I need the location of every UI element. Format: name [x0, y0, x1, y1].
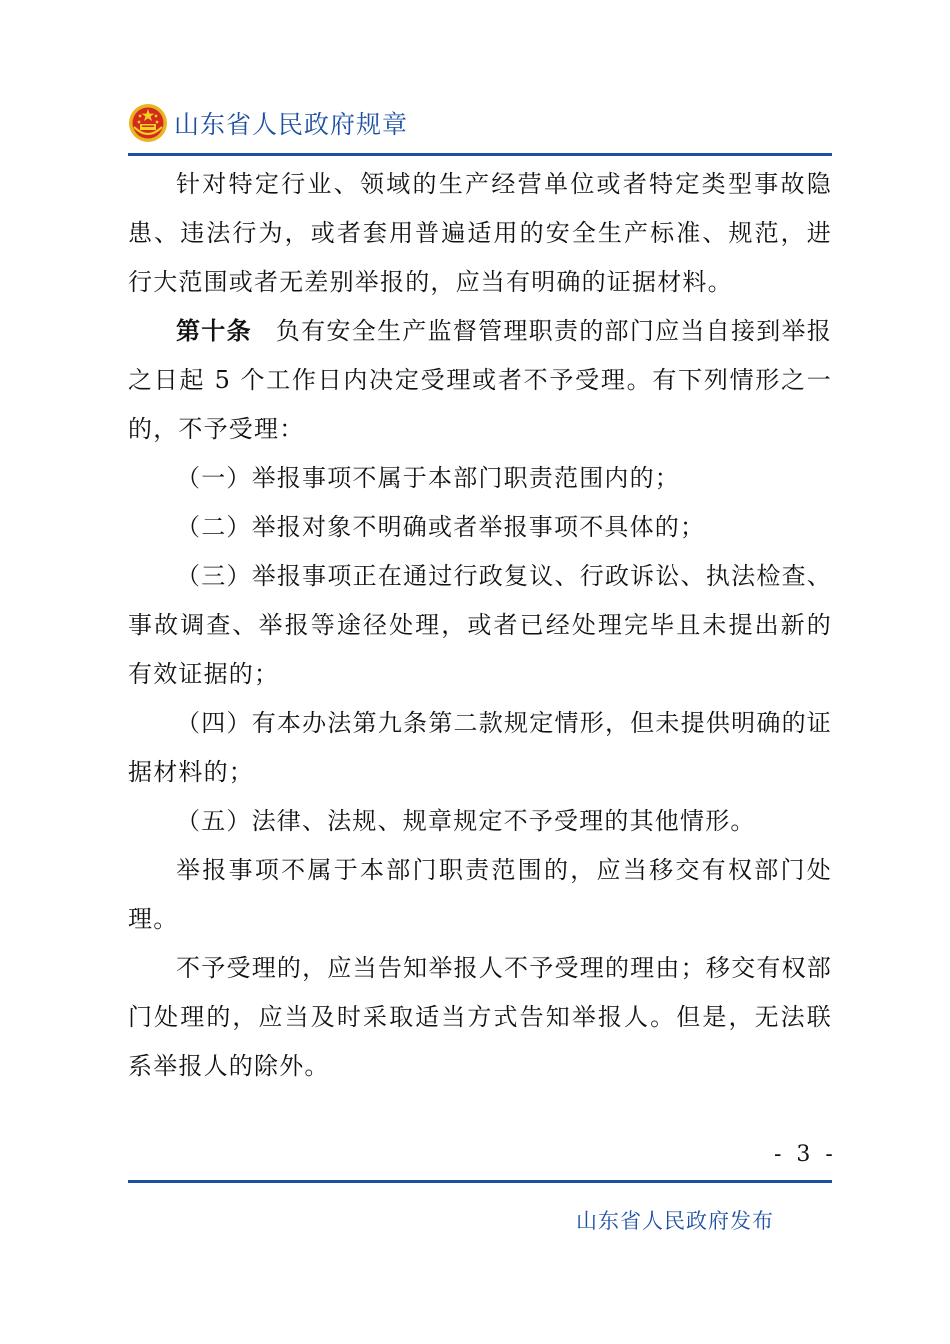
paragraph-transfer: 举报事项不属于本部门职责范围的，应当移交有权部门处理。 — [128, 856, 832, 933]
header-title: 山东省人民政府规章 — [174, 110, 409, 139]
list-item: （一）举报事项不属于本部门职责范围内的； — [176, 464, 680, 492]
list-item: （三）举报事项正在通过行政复议、行政诉讼、执法检查、事故调查、举报等途径处理，或者已经处理完毕且未提出新的有效证据的； — [128, 562, 832, 688]
article-ten-text: 负有安全生产监督管理职责的部门应当自接到举报之日起 5 个工作日内决定受理或者不予受理。有下列情形之一的，不予受理： — [128, 317, 832, 443]
footer-divider — [128, 1180, 832, 1183]
national-emblem-icon — [128, 103, 168, 143]
document-body — [128, 160, 832, 1091]
page-number: - 3 - — [774, 1142, 837, 1167]
footer-publisher: 山东省人民政府发布 — [576, 1209, 774, 1233]
header-divider — [128, 153, 832, 156]
list-item: （二）举报对象不明确或者举报事项不具体的； — [176, 513, 706, 541]
article-number: 第十条 — [176, 317, 252, 345]
article-ten — [128, 307, 832, 454]
page-header — [128, 100, 408, 146]
paragraph-evidence: 针对特定行业、领域的生产经营单位或者特定类型事故隐患、违法行为，或者套用普遍适用的安全生产标准、规范，进行大范围或者无差别举报的，应当有明确的证据材料。 — [128, 170, 832, 296]
paragraph-notify: 不予受理的，应当告知举报人不予受理的理由；移交有权部门处理的，应当及时采取适当方式告知举报人。但是，无法联系举报人的除外。 — [128, 954, 832, 1080]
list-item: （五）法律、法规、规章规定不予受理的其他情形。 — [176, 807, 756, 835]
list-item: （四）有本办法第九条第二款规定情形，但未提供明确的证据材料的； — [128, 709, 832, 786]
